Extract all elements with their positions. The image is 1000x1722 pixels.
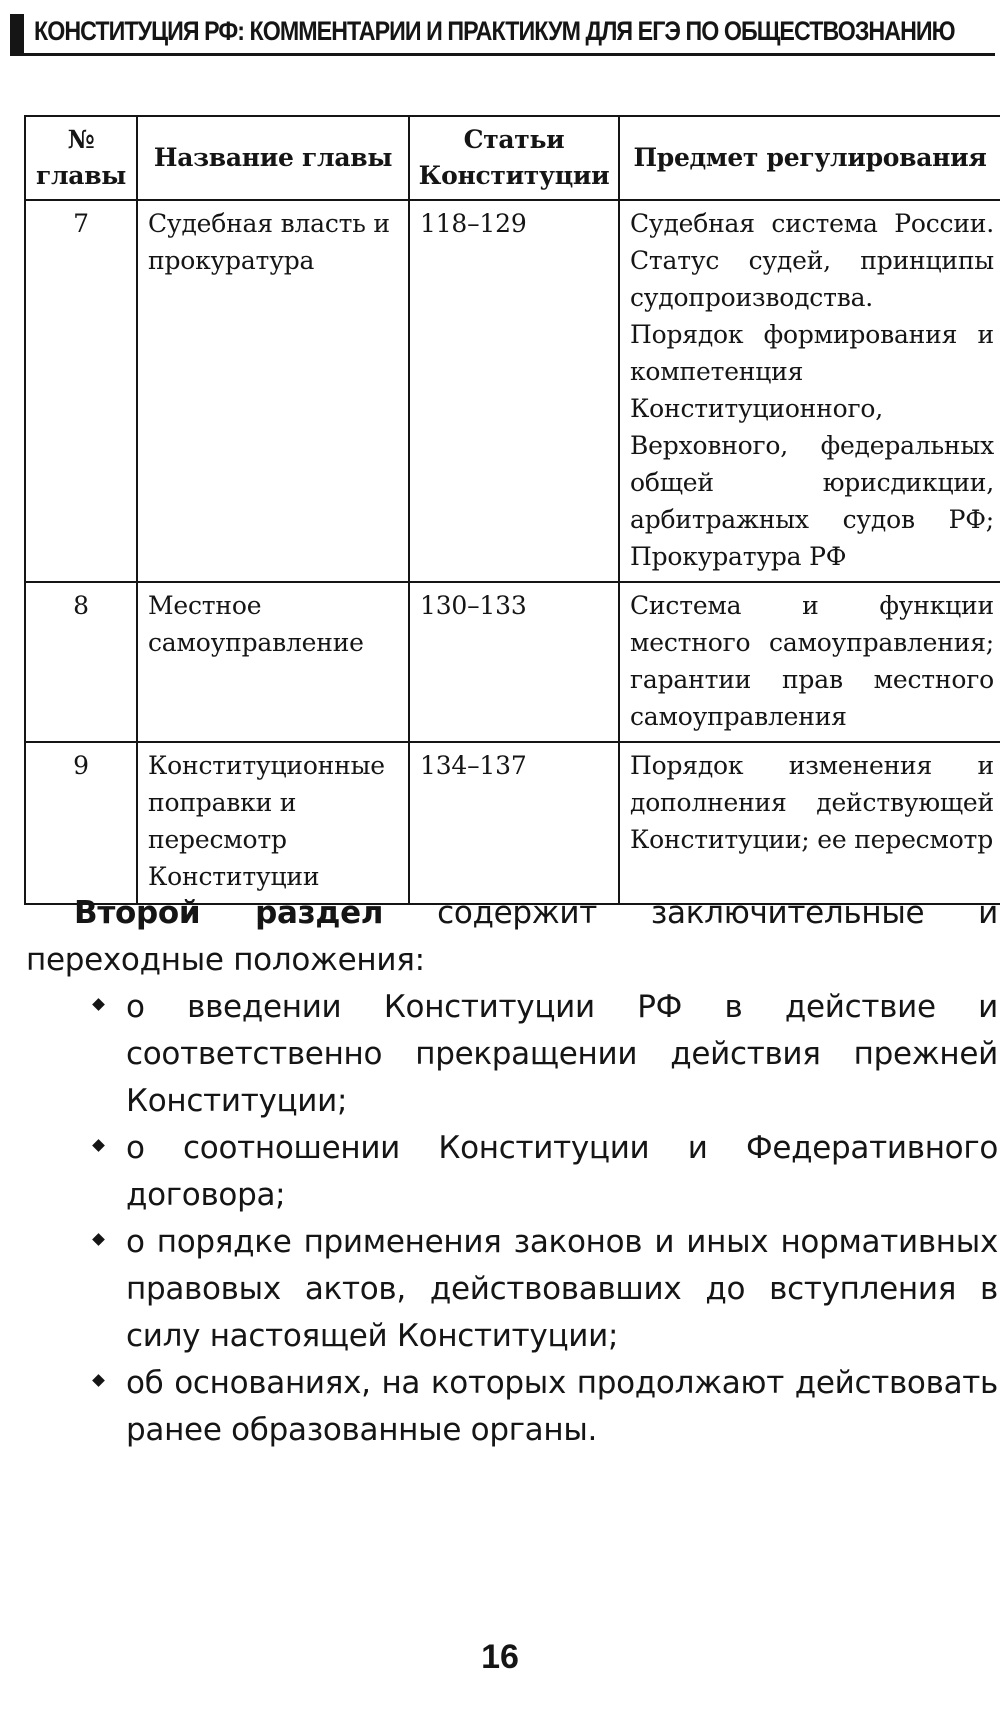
section-text (26, 890, 998, 1454)
chapter-number-cell (25, 582, 137, 742)
running-head-title: КОНСТИТУЦИЯ РФ: КОММЕНТАРИИ И ПРАКТИКУМ ДЛЯ ЕГЭ ПО ОБЩЕСТВОЗНАНИЮ (34, 16, 955, 46)
subject-cell (619, 742, 1000, 904)
header-articles: Статьи Конституции (409, 116, 619, 200)
diamond-bullet-icon (92, 1233, 105, 1246)
provisions-list (26, 984, 998, 1454)
chapter-number: 7 (73, 209, 89, 238)
chapter-title-cell (137, 582, 409, 742)
table-row (25, 582, 1000, 742)
chapter-number-cell (25, 200, 137, 582)
header-chapter-title: Название главы (137, 116, 409, 200)
subject-text: Судебная система России. Статус судей, принципы судопроизводства. Порядок формирования и компетенция Конституционного, Верховного, федеральных общей юрисдикции, арбитражных судов РФ; Прокуратура РФ (630, 209, 994, 571)
articles-cell (409, 742, 619, 904)
subject-text: Система и функции местного самоуправления; гарантии прав местного самоуправления (630, 591, 994, 731)
intro-rest: содержит заключительные и переходные положения: (26, 895, 998, 978)
articles-range: 134–137 (420, 751, 527, 780)
diamond-bullet-icon (92, 1374, 105, 1387)
page-number: 16 (481, 1638, 519, 1676)
chapter-number: 9 (73, 751, 89, 780)
table-row (25, 200, 1000, 582)
diamond-bullet-icon (92, 1139, 105, 1152)
chapter-title-cell (137, 200, 409, 582)
list-item-text: о порядке применения законов и иных нормативных правовых актов, действовавших до вступления в силу настоящей Конституции; (126, 1224, 998, 1354)
chapter-number-cell (25, 742, 137, 904)
intro-bold: Второй раздел (74, 895, 384, 931)
header-subject: Предмет регулирования (619, 116, 1000, 200)
articles-range: 118–129 (420, 209, 527, 238)
chapter-title-cell (137, 742, 409, 904)
subject-cell (619, 200, 1000, 582)
list-item (26, 1219, 998, 1360)
constitution-chapters-table (24, 115, 1000, 905)
table-row (25, 742, 1000, 904)
list-item-text: об основаниях, на которых продолжают действовать ранее образованные органы. (126, 1365, 998, 1448)
list-item (26, 984, 998, 1125)
chapter-title: Местное самоуправление (148, 591, 364, 657)
running-head (10, 14, 995, 56)
list-item-text: о соотношении Конституции и Федеративного договора; (126, 1130, 998, 1213)
articles-range: 130–133 (420, 591, 527, 620)
intro-paragraph (26, 890, 998, 984)
articles-cell (409, 582, 619, 742)
chapter-title: Конституционные поправки и пересмотр Конституции (148, 751, 385, 891)
chapter-number: 8 (73, 591, 89, 620)
list-item-text: о введении Конституции РФ в действие и соответственно прекращении действия прежней Конституции; (126, 989, 998, 1119)
subject-text: Порядок изменения и дополнения действующей Конституции; ее пересмотр (630, 751, 994, 854)
chapter-title: Судебная власть и прокуратура (148, 209, 390, 275)
articles-cell (409, 200, 619, 582)
list-item (26, 1360, 998, 1454)
list-item (26, 1125, 998, 1219)
table-header-row (25, 116, 1000, 200)
subject-cell (619, 582, 1000, 742)
header-chapter-number: № главы (25, 116, 137, 200)
diamond-bullet-icon (92, 998, 105, 1011)
